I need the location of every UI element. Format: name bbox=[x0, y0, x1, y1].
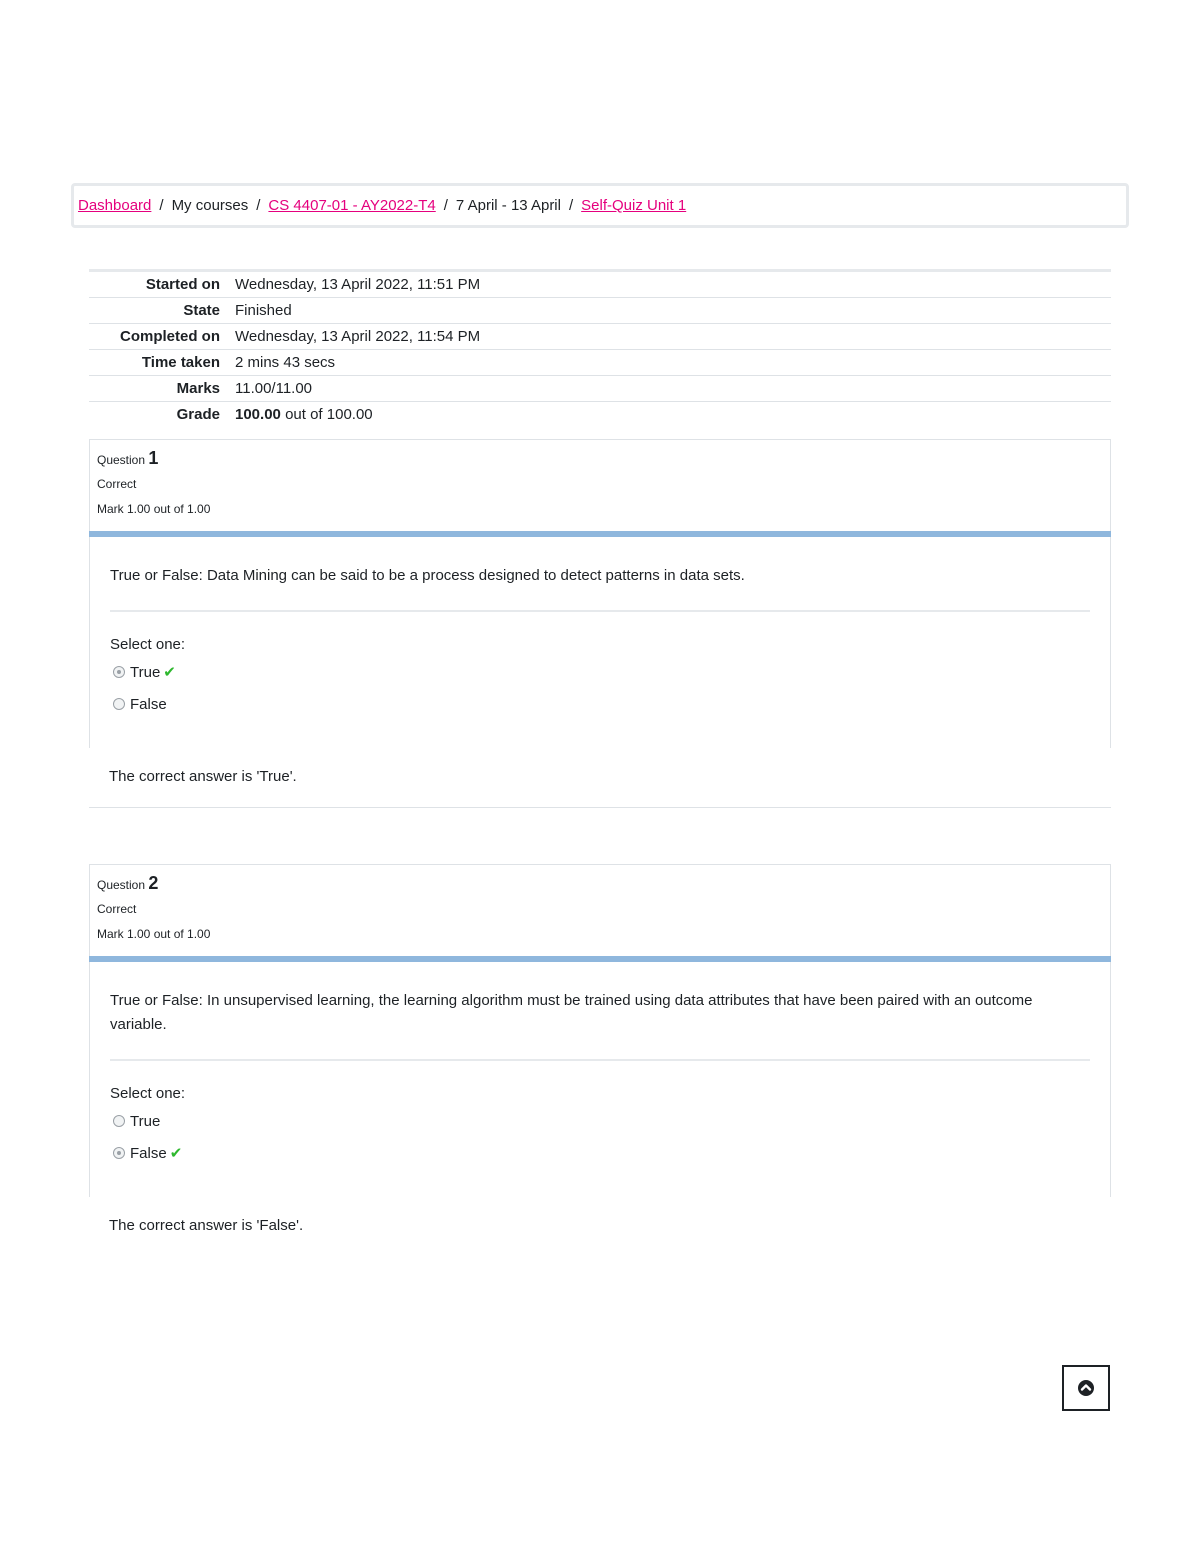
answer-option-false[interactable] bbox=[110, 693, 1090, 748]
question-state: Correct bbox=[97, 477, 137, 491]
question-number: 2 bbox=[148, 873, 159, 893]
breadcrumb-quiz-link[interactable]: Self-Quiz Unit 1 bbox=[581, 197, 687, 214]
radio-icon[interactable] bbox=[113, 666, 125, 678]
answer-option-true[interactable] bbox=[110, 1110, 1090, 1132]
option-label: True bbox=[130, 663, 161, 681]
summary-label: Completed on bbox=[120, 328, 220, 345]
summary-value bbox=[235, 406, 373, 423]
answer-option-false[interactable] bbox=[110, 1142, 1090, 1197]
summary-value: Wednesday, 13 April 2022, 11:51 PM bbox=[235, 276, 481, 293]
question-info bbox=[89, 864, 1111, 956]
option-label: True bbox=[130, 1112, 161, 1130]
summary-label: Marks bbox=[176, 380, 220, 397]
question-info bbox=[89, 439, 1111, 531]
breadcrumb-separator: / bbox=[568, 197, 574, 214]
summary-label: State bbox=[183, 302, 220, 319]
breadcrumb-course-link[interactable]: CS 4407-01 - AY2022-T4 bbox=[268, 197, 436, 214]
summary-row-completed-on bbox=[89, 324, 1111, 350]
option-label: False bbox=[130, 695, 167, 713]
breadcrumb-week: 7 April - 13 April bbox=[455, 197, 561, 214]
question-1 bbox=[89, 439, 1111, 808]
breadcrumb-separator: / bbox=[159, 197, 164, 214]
summary-row-state bbox=[89, 298, 1111, 324]
summary-row-started-on bbox=[89, 272, 1111, 298]
option-label: False bbox=[130, 1144, 167, 1162]
summary-label: Grade bbox=[176, 406, 220, 423]
answer-option-true[interactable] bbox=[110, 661, 1090, 683]
radio-icon[interactable] bbox=[113, 1115, 125, 1127]
question-prefix: Question bbox=[97, 878, 146, 892]
breadcrumb-separator: / bbox=[256, 197, 261, 214]
back-to-top-button[interactable] bbox=[1062, 1365, 1110, 1411]
question-number: 1 bbox=[148, 448, 159, 468]
grade-value: 100.00 bbox=[235, 406, 281, 423]
question-mark: Mark 1.00 out of 1.00 bbox=[97, 502, 211, 516]
question-content bbox=[89, 537, 1111, 748]
question-text: True or False: In unsupervised learning, the learning algorithm must be trained using data attributes that have been paired with an outcome variable. bbox=[110, 962, 1090, 1061]
radio-icon[interactable] bbox=[113, 1147, 125, 1159]
question-2 bbox=[89, 864, 1111, 1256]
grade-suffix: out of 100.00 bbox=[285, 406, 373, 423]
summary-row-marks bbox=[89, 376, 1111, 402]
summary-value: 2 mins 43 secs bbox=[235, 354, 336, 371]
question-mark: Mark 1.00 out of 1.00 bbox=[97, 927, 211, 941]
breadcrumb bbox=[71, 183, 1129, 228]
checkmark-icon: ✔ bbox=[163, 664, 176, 681]
question-prefix: Question bbox=[97, 453, 146, 467]
breadcrumb-my-courses: My courses bbox=[171, 197, 249, 214]
checkmark-icon: ✔ bbox=[169, 1145, 183, 1162]
radio-icon[interactable] bbox=[113, 698, 125, 710]
summary-label: Time taken bbox=[141, 354, 220, 371]
summary-value: Finished bbox=[235, 302, 292, 319]
question-state: Correct bbox=[97, 902, 137, 916]
select-one-label: Select one: bbox=[110, 1085, 186, 1102]
select-one-label: Select one: bbox=[110, 636, 186, 653]
summary-row-grade bbox=[89, 402, 1111, 427]
summary-label: Started on bbox=[145, 276, 220, 293]
summary-value: Wednesday, 13 April 2022, 11:54 PM bbox=[235, 328, 481, 345]
summary-value: 11.00/11.00 bbox=[235, 380, 313, 397]
breadcrumb-separator: / bbox=[443, 197, 448, 214]
summary-row-time-taken bbox=[89, 350, 1111, 376]
breadcrumb-dashboard-link[interactable]: Dashboard bbox=[78, 197, 152, 214]
arrow-up-circle-icon bbox=[1077, 1379, 1095, 1397]
question-feedback: The correct answer is 'False'. bbox=[109, 1217, 304, 1234]
question-content bbox=[89, 962, 1111, 1197]
attempt-summary-table bbox=[89, 269, 1111, 427]
question-text: True or False: Data Mining can be said to be a process designed to detect patterns in data sets. bbox=[110, 537, 1090, 612]
question-feedback: The correct answer is 'True'. bbox=[89, 748, 1111, 808]
